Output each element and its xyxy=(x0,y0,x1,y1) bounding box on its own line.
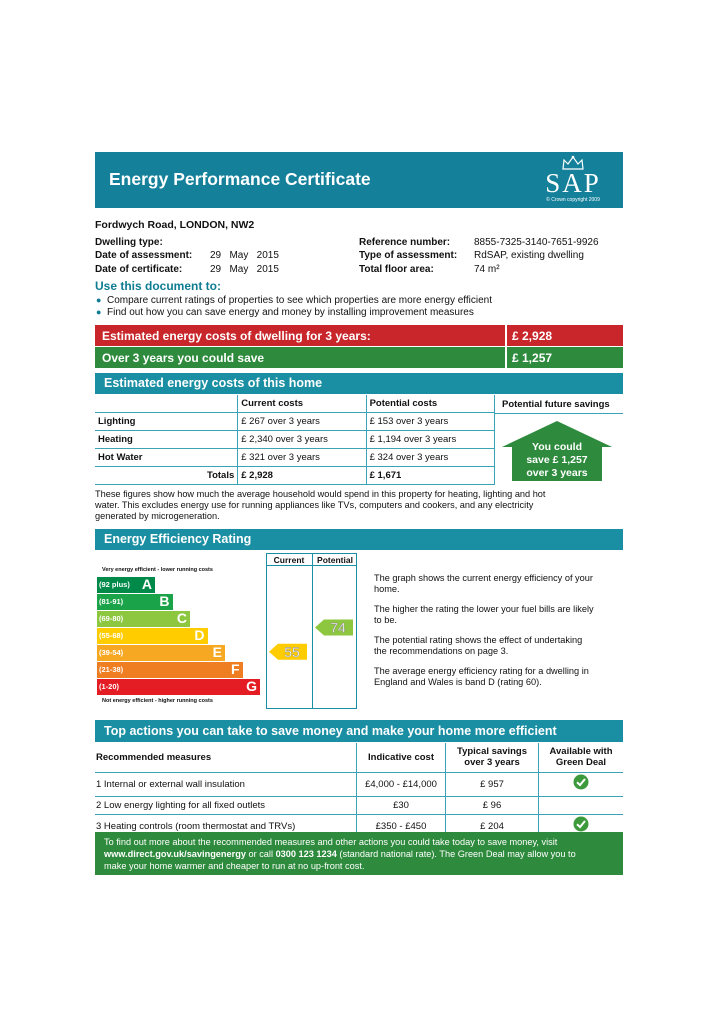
band-letter: F xyxy=(230,661,240,677)
rating-arrows xyxy=(95,553,358,710)
use-bullet-2 xyxy=(96,307,474,318)
footer-line: To find out more about the recommended measures and other actions you could take today to save money, visit xyxy=(104,837,558,847)
savings-bar xyxy=(95,347,505,368)
reference-number: 8855-7325-3140-7651-9926 xyxy=(474,237,599,248)
total-potential-cost: £ 1,671 xyxy=(366,467,494,485)
actions-section-header xyxy=(95,720,623,742)
inefficient-note: Not energy efficient - higher running costs xyxy=(102,698,213,704)
band-letter: G xyxy=(246,678,257,694)
potential-cost: £ 324 over 3 years xyxy=(366,449,494,467)
reference-label: Reference number: xyxy=(359,237,451,248)
assessment-type: RdSAP, existing dwelling xyxy=(474,250,584,261)
row-label: Lighting xyxy=(95,413,238,431)
divider xyxy=(495,413,623,414)
footer-line xyxy=(104,848,576,860)
page-title: Energy Performance Certificate xyxy=(109,169,371,189)
potential-column-label: Potential xyxy=(317,555,353,565)
row-label: Hot Water xyxy=(95,449,238,467)
certificate-date-label: Date of certificate: xyxy=(95,264,183,275)
cost-cell: £30 xyxy=(357,796,446,814)
bullet-text: Find out how you can save energy and money by installing improvement measures xyxy=(107,307,474,318)
green-deal-header-line: Green Deal xyxy=(555,757,607,769)
savings-badge-line: You could xyxy=(532,441,582,453)
table-row xyxy=(95,413,495,431)
actions-section-title: Top actions you can take to save money and make your home more efficient xyxy=(104,724,557,738)
row-label: Heating xyxy=(95,431,238,449)
bullet-icon: ● xyxy=(96,307,102,317)
sap-logo-text: SAP xyxy=(545,168,601,198)
efficiency-section-header xyxy=(95,529,623,550)
band-range: (69-80) xyxy=(99,614,124,623)
band-letter: D xyxy=(194,627,205,643)
current-rating-value: 55 xyxy=(284,643,300,660)
saving-cell: £ 957 xyxy=(446,772,539,796)
saving-cell: £ 204 xyxy=(446,814,539,838)
potential-cost: £ 1,194 over 3 years xyxy=(366,431,494,449)
savings-badge-line: over 3 years xyxy=(526,467,588,479)
saving-cell: £ 96 xyxy=(446,796,539,814)
assessment-type-label: Type of assessment: xyxy=(359,250,458,261)
sap-logo xyxy=(533,155,613,205)
footer-text: (standard national rate). The Green Deal may allow you to xyxy=(336,849,576,859)
explanation-paragraph xyxy=(374,573,624,595)
green-deal-header xyxy=(539,743,624,772)
potential-costs-header: Potential costs xyxy=(366,395,494,413)
explanation-paragraph xyxy=(374,635,624,657)
certificate-header xyxy=(95,152,623,208)
footer-info-box xyxy=(95,832,623,875)
band-letter: E xyxy=(212,644,222,660)
note-line: generated by microgeneration. xyxy=(95,511,220,521)
band-letter: A xyxy=(141,576,152,592)
costs-section-title: Estimated energy costs of this home xyxy=(104,376,323,390)
efficient-note: Very energy efficient - lower running costs xyxy=(102,567,213,573)
floor-area: 74 m² xyxy=(474,264,500,275)
explanation-line: The graph shows the current energy efficiency of your xyxy=(374,573,593,583)
current-cost: £ 321 over 3 years xyxy=(238,449,366,467)
current-costs-header: Current costs xyxy=(238,395,366,413)
costs-note xyxy=(95,489,623,522)
band-range: (81-91) xyxy=(99,597,124,606)
estimated-costs-label: Estimated energy costs of dwelling for 3 years: xyxy=(102,329,371,343)
explanation-line: England and Wales is band D (rating 60). xyxy=(374,677,542,687)
explanation-line: the recommendations on page 3. xyxy=(374,646,509,656)
band-letter: C xyxy=(176,610,187,626)
estimated-costs-bar xyxy=(95,325,505,346)
green-deal-check-icon xyxy=(573,816,589,832)
costs-grid xyxy=(95,395,495,485)
saving-energy-link[interactable]: www.direct.gov.uk/savingenergy xyxy=(104,849,246,859)
savings-value-box xyxy=(507,347,623,368)
green-deal-cell xyxy=(539,796,624,814)
totals-label: Totals xyxy=(95,467,238,485)
measures-header: Recommended measures xyxy=(95,743,357,772)
measure-cell: 2 Low energy lighting for all fixed outlets xyxy=(95,796,357,814)
savings-badge-line: save £ 1,257 xyxy=(526,454,588,466)
total-current-cost: £ 2,928 xyxy=(238,467,366,485)
assessment-date: 29 May 2015 xyxy=(210,250,279,261)
actions-table xyxy=(95,743,623,839)
footer-line: make your home warmer and cheaper to run at no up-front cost. xyxy=(104,861,365,871)
band-range: (1-20) xyxy=(99,682,120,691)
savings-value: £ 1,257 xyxy=(512,351,553,365)
future-savings-header: Potential future savings xyxy=(502,399,610,410)
table-row xyxy=(95,449,495,467)
measure-cell: 1 Internal or external wall insulation xyxy=(95,772,357,796)
use-document-heading: Use this document to: xyxy=(95,279,222,293)
explanation-paragraph xyxy=(374,666,624,688)
band-range: (55-68) xyxy=(99,631,124,640)
band-range: (92 plus) xyxy=(99,580,130,589)
footer-text: or call xyxy=(245,849,276,859)
cost-header: Indicative cost xyxy=(357,743,446,772)
explanation-line: The average energy efficiency rating for a dwelling in xyxy=(374,666,589,676)
savings-header-line: over 3 years xyxy=(464,757,520,769)
green-deal-check-icon xyxy=(573,774,589,790)
efficiency-chart xyxy=(95,553,358,710)
totals-row xyxy=(95,467,495,485)
explanation-line: to be. xyxy=(374,615,397,625)
potential-rating-value: 74 xyxy=(330,619,346,636)
savings-header xyxy=(446,743,539,772)
savings-header-line: Typical savings xyxy=(456,746,528,758)
band-range: (21-38) xyxy=(99,665,124,674)
band-range: (39-54) xyxy=(99,648,124,657)
explanation-line: The potential rating shows the effect of undertaking xyxy=(374,635,583,645)
dwelling-type-label: Dwelling type: xyxy=(95,237,163,248)
copyright-note: © Crown copyright 2009 xyxy=(546,197,600,203)
green-deal-cell xyxy=(539,772,624,796)
phone-number: 0300 123 1234 xyxy=(275,849,337,859)
estimated-costs-value-box xyxy=(507,325,623,346)
efficiency-section-title: Energy Efficiency Rating xyxy=(104,532,252,546)
band-letter: B xyxy=(159,593,170,609)
table-row xyxy=(95,431,495,449)
measure-cell: 3 Heating controls (room thermostat and TRVs) xyxy=(95,814,357,838)
savings-badge xyxy=(512,441,602,480)
estimated-costs-value: £ 2,928 xyxy=(512,329,553,343)
cost-cell: £4,000 - £14,000 xyxy=(357,772,446,796)
potential-cost: £ 153 over 3 years xyxy=(366,413,494,431)
certificate-date: 29 May 2015 xyxy=(210,264,279,275)
table-row xyxy=(95,796,623,814)
explanation-line: The higher the rating the lower your fuel bills are likely xyxy=(374,604,594,614)
green-deal-header-line: Available with xyxy=(549,746,613,758)
floor-area-label: Total floor area: xyxy=(359,264,434,275)
savings-label: Over 3 years you could save xyxy=(102,351,265,365)
table-row xyxy=(95,772,623,796)
actions-grid xyxy=(95,743,623,839)
efficiency-explanation xyxy=(374,573,624,688)
explanation-paragraph xyxy=(374,604,624,626)
cost-cell: £350 - £450 xyxy=(357,814,446,838)
costs-table xyxy=(95,395,623,485)
assessment-date-label: Date of assessment: xyxy=(95,250,193,261)
costs-section-header xyxy=(95,373,623,394)
explanation-line: home. xyxy=(374,584,400,594)
note-line: water. This excludes energy use for running appliances like TVs, computers and cookers, and any electricity xyxy=(95,500,534,510)
property-address: Fordwych Road, LONDON, NW2 xyxy=(95,219,255,231)
bullet-icon: ● xyxy=(96,295,102,305)
bullet-text: Compare current ratings of properties to see which properties are more energy efficient xyxy=(107,295,493,306)
current-cost: £ 267 over 3 years xyxy=(238,413,366,431)
current-column-label: Current xyxy=(273,555,305,565)
use-bullet-1 xyxy=(96,295,492,306)
note-line: These figures show how much the average household would spend in this property for heating, lighting and hot xyxy=(95,489,546,499)
current-cost: £ 2,340 over 3 years xyxy=(238,431,366,449)
